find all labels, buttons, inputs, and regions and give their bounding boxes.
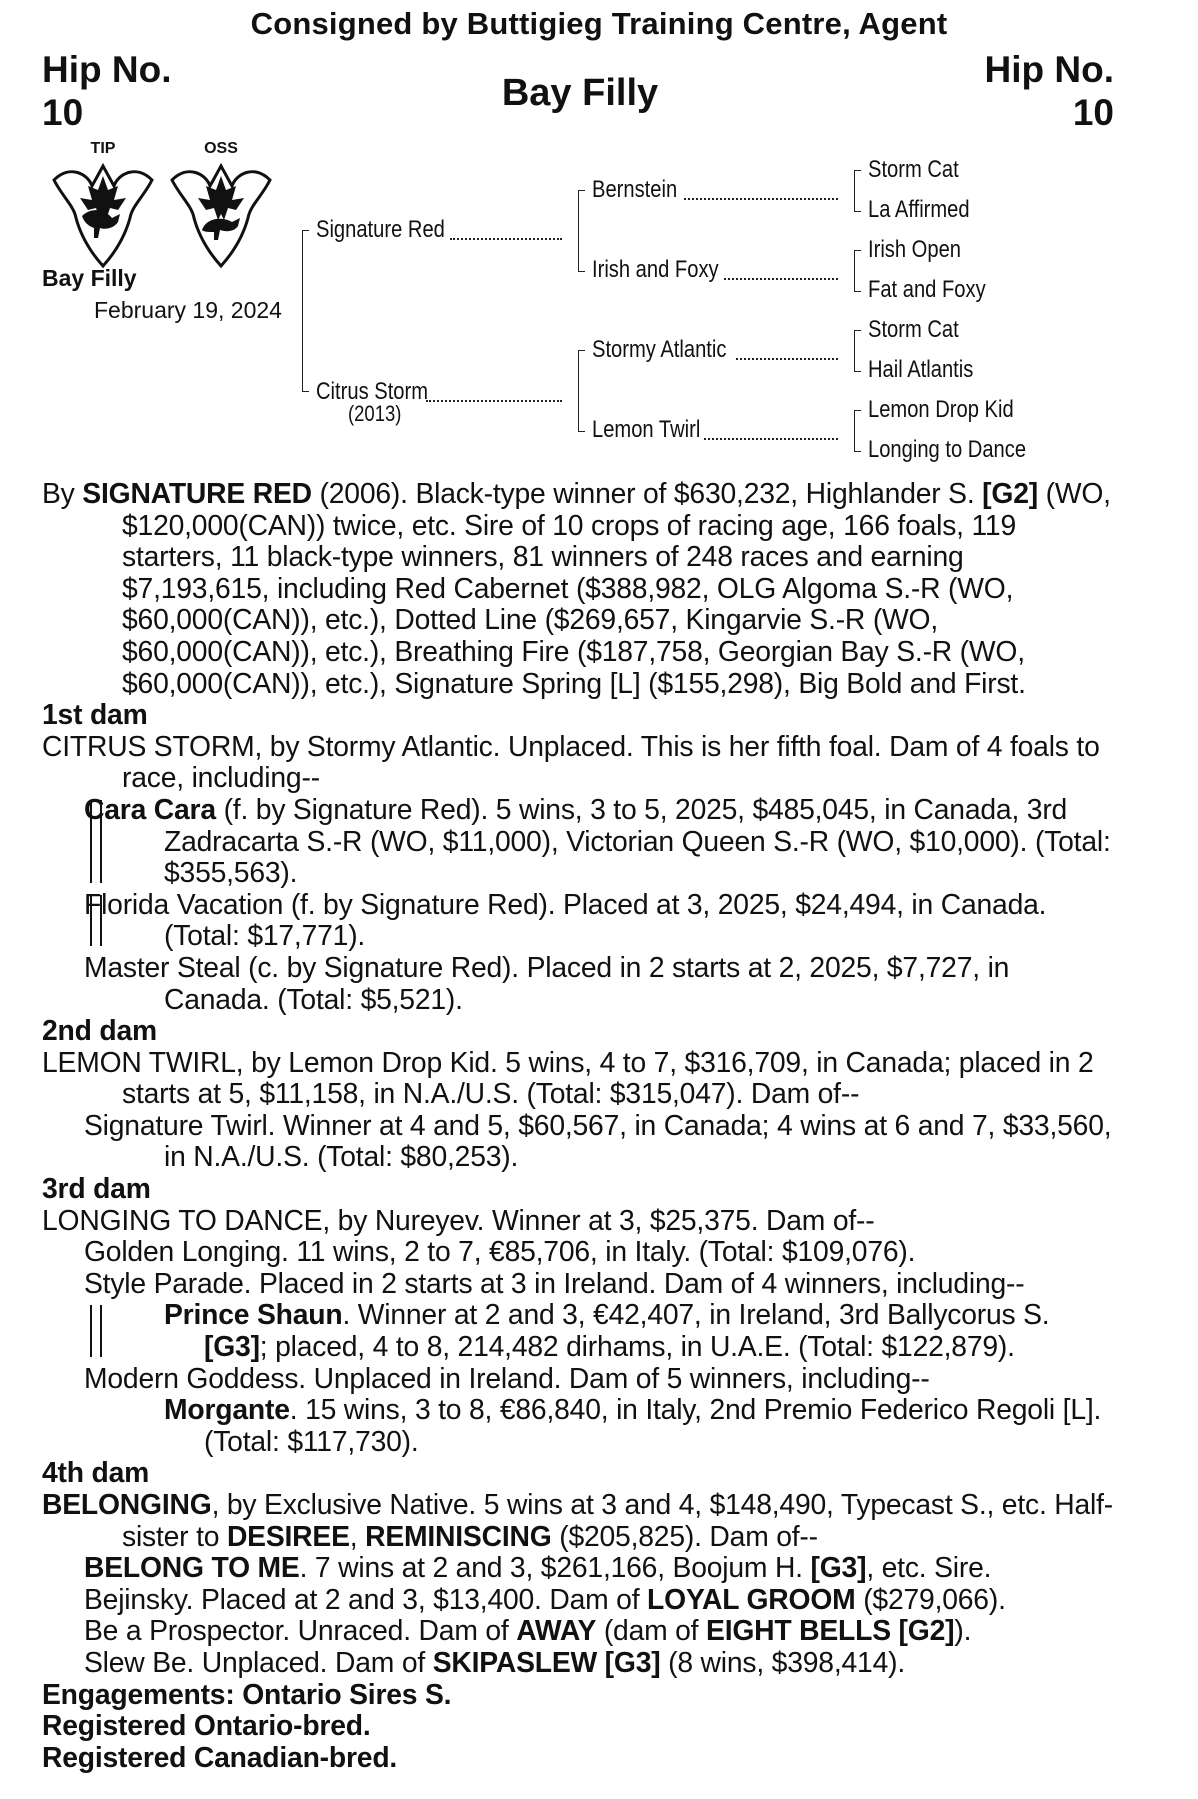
dam-name: Citrus Storm [316, 378, 429, 405]
dam-sire-name: Stormy Atlantic [592, 336, 727, 363]
hip-label: Hip No. [42, 49, 172, 90]
gen3-ancestor: Storm Cat [868, 156, 959, 183]
consignor-line: Consigned by Buttigieg Training Centre, Agent [250, 6, 948, 41]
sire-dam-name: Irish and Foxy [592, 256, 719, 283]
maple-leaf-horse-icon [166, 160, 276, 270]
foal-sex: Bay Filly [42, 265, 137, 291]
gen3-ancestor: Irish Open [868, 236, 962, 263]
foal-entry: Florida Vacation (f. by Signature Red). Placed at 3, 2025, $24,494, in Canada. (Total: $17,771). [42, 889, 1114, 952]
pedigree-bracket [854, 410, 861, 452]
pedigree-bracket [302, 230, 309, 392]
second-dam-line: LEMON TWIRL, by Lemon Drop Kid. 5 wins, 4 to 7, $316,709, in Canada; placed in 2 starts at 5, $11,158, in N.A./U.S. (Total: $315,047). Dam of-- [42, 1045, 1094, 1110]
grand-foal-entry: Morgante. 15 wins, 3 to 8, €86,840, in Italy, 2nd Premio Federico Regoli [L]. (Total: $117,730). [164, 1393, 1102, 1457]
fourth-dam-line: BELONGING, by Exclusive Native. 5 wins at 3 and 4, $148,490, Typecast S., etc. Half-sister to DESIREE, REMINISCING ($205,825). Dam of-- [42, 1488, 1114, 1552]
sire-name: Signature Red [316, 216, 445, 243]
fourth-dam-heading: 4th dam [42, 1456, 150, 1489]
pedigree-leader [684, 198, 838, 200]
first-dam-line: CITRUS STORM, by Stormy Atlantic. Unplaced. This is her fifth foal. Dam of 4 foals to race, including-- [42, 729, 1100, 794]
pedigree-bracket [854, 250, 861, 292]
gen3-ancestor: Fat and Foxy [868, 276, 986, 303]
maple-leaf-horse-icon [48, 160, 158, 270]
pedigree-leader [426, 400, 562, 402]
tip-logo [48, 140, 158, 275]
pedigree-bracket [854, 330, 861, 372]
pedigree-leader [724, 278, 838, 280]
registration-canada: Registered Canadian-bred. [42, 1740, 398, 1773]
foal-entry: Slew Be. Unplaced. Dam of SKIPASLEW [G3] (8 wins, $398,414). [84, 1645, 905, 1678]
foal-birth-date: February 19, 2024 [94, 297, 282, 323]
pedigree-leader [704, 438, 838, 440]
gen3-ancestor: Lemon Drop Kid [868, 396, 1014, 423]
pedigree-bracket [854, 170, 861, 212]
pedigree-bracket [578, 350, 585, 432]
hip-label: Hip No. [984, 49, 1114, 90]
second-dam-heading: 2nd dam [42, 1014, 157, 1047]
sire-paragraph: By SIGNATURE RED (2006). Black-type winner of $630,232, Highlander S. [G2] (WO, $120,000(CAN)) twice, etc. Sire of 10 crops of racing age, 166 foals, 119 starters, 11 black-type winners, 81 winners of 248 races and earning $7,193,615, including Red Cabernet ($388,982, OLG Algoma S.-R (WO, $60,000(CAN)), etc.), Dotted Line ($269,657, Kingarvie S.-R (WO, $60,000(CAN)), etc.), Breathing Fire ($187,758, Georgian Bay S.-R (WO, $60,000(CAN)), etc.), Signature Spring [L] ($155,298), Big Bold and First. [42, 477, 1111, 699]
first-dam-heading: 1st dam [42, 698, 148, 731]
page-title: Bay Filly [501, 72, 659, 114]
foal-entry: Style Parade. Placed in 2 starts at 3 in Ireland. Dam of 4 winners, including-- [84, 1266, 1025, 1299]
gen3-ancestor: Hail Atlantis [868, 356, 974, 383]
catalogue-text [42, 478, 1114, 1773]
sire-sire-name: Bernstein [592, 176, 678, 203]
foal-entry: Cara Cara (f. by Signature Red). 5 wins, 3 to 5, 2025, $485,045, in Canada, 3rd Zadracarta S.-R (WO, $11,000), Victorian Queen S.-R (WO, $10,000). (Total: $355,563). [42, 794, 1114, 889]
third-dam-line: LONGING TO DANCE, by Nureyev. Winner at 3, $25,375. Dam of-- [42, 1203, 875, 1236]
foal-entry: Master Steal (c. by Signature Red). Placed in 2 starts at 2, 2025, $7,727, in Canada. (Total: $5,521). [84, 950, 1010, 1015]
engagements: Engagements: Ontario Sires S. [42, 1677, 452, 1710]
oss-label: OSS [204, 140, 238, 157]
gen3-ancestor: La Affirmed [868, 196, 970, 223]
foal-entry: Be a Prospector. Unraced. Dam of AWAY (dam of EIGHT BELLS [G2]). [84, 1614, 972, 1647]
foal-entry: Modern Goddess. Unplaced in Ireland. Dam of 5 winners, including-- [84, 1361, 930, 1394]
hip-number: 10 [42, 92, 84, 133]
dam-dam-name: Lemon Twirl [592, 416, 701, 443]
dam-year: (2013) [348, 401, 402, 426]
gen3-ancestor: Storm Cat [868, 316, 959, 343]
registration-ontario: Registered Ontario-bred. [42, 1709, 371, 1742]
sire-name-bold: SIGNATURE RED [82, 477, 312, 509]
foal-entry: BELONG TO ME. 7 wins at 2 and 3, $261,166, Boojum H. [G3], etc. Sire. [84, 1551, 992, 1584]
gen3-ancestor: Longing to Dance [868, 436, 1027, 463]
foal-entry: Golden Longing. 11 wins, 2 to 7, €85,706, in Italy. (Total: $109,076). [84, 1235, 916, 1268]
pedigree-leader [736, 358, 838, 360]
third-dam-heading: 3rd dam [42, 1172, 151, 1205]
tip-label: TIP [90, 140, 116, 157]
oss-logo [166, 140, 276, 275]
pedigree-bracket [578, 190, 585, 272]
grand-foal-entry: Prince Shaun. Winner at 2 and 3, €42,407, in Ireland, 3rd Ballycorus S. [G3]; placed, 4 to 8, 214,482 dirhams, in U.A.E. (Total: $122,879). [42, 1299, 1114, 1362]
foal-entry: Bejinsky. Placed at 2 and 3, $13,400. Dam of LOYAL GROOM ($279,066). [84, 1582, 1006, 1615]
hip-number: 10 [1072, 92, 1114, 133]
pedigree-leader [450, 238, 562, 240]
foal-entry: Signature Twirl. Winner at 4 and 5, $60,567, in Canada; 4 wins at 6 and 7, $33,560, in N.A./U.S. (Total: $80,253). [84, 1108, 1112, 1173]
